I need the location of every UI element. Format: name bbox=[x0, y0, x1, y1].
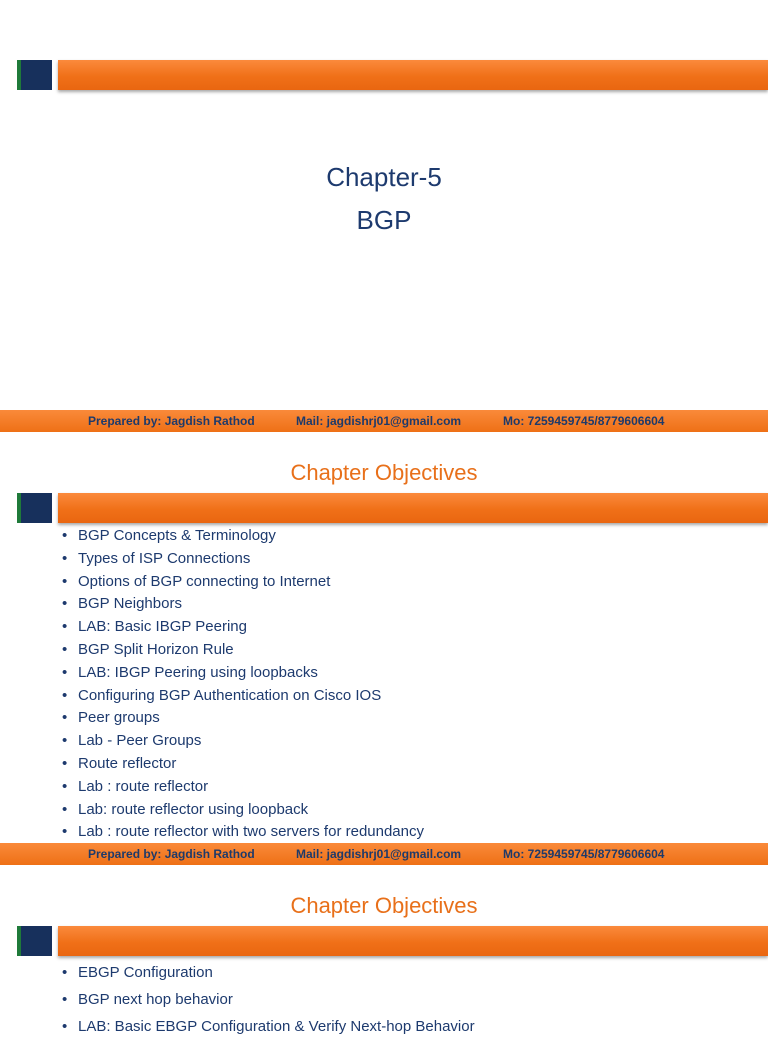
list-item: • LAB: Basic IBGP Peering bbox=[62, 616, 424, 639]
list-item: • Options of BGP connecting to Internet bbox=[62, 571, 424, 594]
objectives-list bbox=[62, 525, 424, 844]
list-item: • Route reflector bbox=[62, 753, 424, 776]
list-item: • BGP Neighbors bbox=[62, 593, 424, 616]
header-orange-bar bbox=[58, 60, 768, 90]
list-item: • Types of ISP Connections bbox=[62, 548, 424, 571]
objectives-title: Chapter Objectives bbox=[290, 893, 478, 918]
footer-mail: Mail: jagdishrj01@gmail.com bbox=[296, 414, 462, 428]
footer-mobile: Mo: 7259459745/8779606604 bbox=[503, 847, 665, 861]
list-item: • BGP Split Horizon Rule bbox=[62, 639, 424, 662]
header-navy-square bbox=[21, 493, 52, 523]
list-item: • Lab: route reflector using loopback bbox=[62, 799, 424, 822]
slide-objectives-1 bbox=[0, 433, 768, 865]
footer-mail: Mail: jagdishrj01@gmail.com bbox=[296, 847, 462, 861]
list-item: • LAB: Basic EBGP Configuration & Verify Next-hop Behavior bbox=[62, 1013, 475, 1040]
slide-title bbox=[0, 0, 768, 432]
chapter-title: Chapter-5 bbox=[326, 162, 442, 192]
objectives-title: Chapter Objectives bbox=[290, 460, 478, 485]
footer-mobile: Mo: 7259459745/8779606604 bbox=[503, 414, 665, 428]
footer-prepared-by: Prepared by: Jagdish Rathod bbox=[88, 847, 255, 861]
list-item: • BGP Concepts & Terminology bbox=[62, 525, 424, 548]
header-navy-square bbox=[21, 60, 52, 90]
list-item: • EBGP Configuration bbox=[62, 959, 475, 986]
slide-footer bbox=[0, 410, 768, 432]
list-item: • BGP next hop behavior bbox=[62, 986, 475, 1013]
objectives-list bbox=[62, 959, 475, 1040]
header-orange-bar bbox=[58, 493, 768, 523]
footer-prepared-by: Prepared by: Jagdish Rathod bbox=[88, 414, 255, 428]
list-item: • LAB: IBGP Peering using loopbacks bbox=[62, 662, 424, 685]
chapter-topic: BGP bbox=[356, 205, 412, 235]
slide-footer bbox=[0, 843, 768, 865]
list-item: • Configuring BGP Authentication on Cisco IOS bbox=[62, 685, 424, 708]
header-navy-square bbox=[21, 926, 52, 956]
list-item: • Lab : route reflector with two servers for redundancy bbox=[62, 821, 424, 844]
header-band bbox=[0, 60, 768, 100]
header-orange-bar bbox=[58, 926, 768, 956]
list-item: • Peer groups bbox=[62, 707, 424, 730]
list-item: • Lab - Peer Groups bbox=[62, 730, 424, 753]
list-item: • Lab : route reflector bbox=[62, 776, 424, 799]
slide-objectives-2 bbox=[0, 866, 768, 1035]
